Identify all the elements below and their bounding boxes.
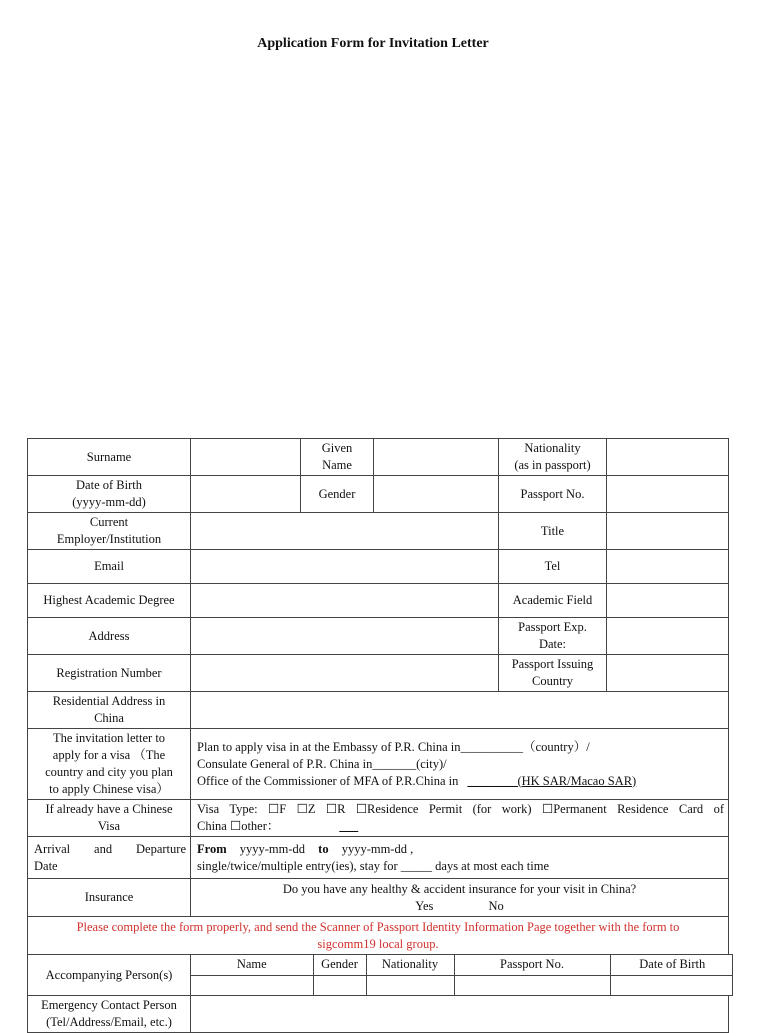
dob-label: Date of Birth (yyyy-mm-dd) <box>28 476 191 513</box>
degree-field[interactable] <box>191 584 499 618</box>
insurance-no[interactable]: No <box>488 898 504 913</box>
entry-line: single/twice/multiple entry(ies), stay for _____ days at most each time <box>197 858 549 873</box>
email-label: Email <box>28 550 191 584</box>
passport-no-field[interactable] <box>607 476 729 513</box>
insurance-label: Insurance <box>28 879 191 917</box>
title-field[interactable] <box>607 513 729 550</box>
plan-line-3-blank: ________(HK SAR/Macao SAR) <box>467 773 637 788</box>
plan-line-2: Consulate General of P.R. China in_______(city)/ <box>197 756 447 771</box>
title-label: Title <box>499 513 607 550</box>
insurance-options <box>195 898 724 915</box>
plan-line-1: Plan to apply visa in at the Embassy of P.R. China in__________（country）/ <box>197 739 590 754</box>
visa-type-cell[interactable] <box>191 800 729 837</box>
surname-label: Surname <box>28 439 191 476</box>
nationality-field[interactable] <box>607 439 729 476</box>
insurance-question: Do you have any healthy & accident insurance for your visit in China? <box>282 881 637 896</box>
emergency-label: Emergency Contact Person (Tel/Address/Email, etc.) <box>28 996 191 1033</box>
acc-header-passport: Passport No. <box>454 955 610 975</box>
acc-header-name: Name <box>191 955 313 975</box>
acc-header-nationality: Nationality <box>366 955 454 975</box>
registration-label: Registration Number <box>28 655 191 692</box>
invitation-label: The invitation letter to apply for a visa （The country and city you plan to apply Chinese visa） <box>28 729 191 800</box>
address-field[interactable] <box>191 618 499 655</box>
date-range-line: From yyyy-mm-dd to yyyy-mm-dd , <box>197 841 414 856</box>
passport-exp-label: Passport Exp. Date: <box>499 618 607 655</box>
passport-exp-field[interactable] <box>607 618 729 655</box>
given-name-label: Given Name <box>301 439 374 476</box>
visa-type-line-1: Visa Type: ☐F ☐Z ☐R ☐Residence Permit (for work) ☐Permanent Residence Card of <box>197 802 724 816</box>
acc-gender-field[interactable] <box>313 975 366 995</box>
acc-name-field[interactable] <box>191 975 313 995</box>
given-name-field[interactable] <box>374 439 499 476</box>
insurance-yes[interactable]: Yes <box>415 898 434 913</box>
field-field[interactable] <box>607 584 729 618</box>
registration-field[interactable] <box>191 655 499 692</box>
accompanying-table <box>191 955 733 995</box>
arrival-departure-cell[interactable] <box>191 837 729 879</box>
visa-type-line-2: China ☐other： ___ <box>197 819 359 833</box>
existing-visa-label: If already have a Chinese Visa <box>28 800 191 837</box>
email-field[interactable] <box>191 550 499 584</box>
employer-field[interactable] <box>191 513 499 550</box>
insurance-cell[interactable] <box>191 879 729 917</box>
gender-label: Gender <box>301 476 374 513</box>
instruction-note: Please complete the form properly, and send the Scanner of Passport Identity Information Page together with the form to sigcomm19 local group. <box>28 917 729 955</box>
issuing-country-field[interactable] <box>607 655 729 692</box>
tel-field[interactable] <box>607 550 729 584</box>
gender-field[interactable] <box>374 476 499 513</box>
tel-label: Tel <box>499 550 607 584</box>
residential-field[interactable] <box>191 692 729 729</box>
form-title: Application Form for Invitation Letter <box>257 36 489 51</box>
acc-nationality-field[interactable] <box>366 975 454 995</box>
issuing-country-label: Passport Issuing Country <box>499 655 607 692</box>
employer-label: Current Employer/Institution <box>28 513 191 550</box>
surname-field[interactable] <box>191 439 301 476</box>
address-label: Address <box>28 618 191 655</box>
plan-line-3: Office of the Commissioner of MFA of P.R.China in <box>197 773 459 788</box>
acc-passport-field[interactable] <box>454 975 610 995</box>
field-label: Academic Field <box>499 584 607 618</box>
application-form-table <box>27 438 733 1033</box>
accompanying-label: Accompanying Person(s) <box>28 955 191 996</box>
acc-dob-field[interactable] <box>610 975 733 995</box>
acc-header-dob: Date of Birth <box>610 955 733 975</box>
residential-label: Residential Address in China <box>28 692 191 729</box>
accompanying-table-cell <box>191 955 733 996</box>
arrival-departure-label: Arrival and Departure Date <box>28 837 191 879</box>
acc-header-gender: Gender <box>313 955 366 975</box>
degree-label: Highest Academic Degree <box>28 584 191 618</box>
visa-plan-cell[interactable] <box>191 729 729 800</box>
passport-no-label: Passport No. <box>499 476 607 513</box>
dob-field[interactable] <box>191 476 301 513</box>
emergency-field[interactable] <box>191 996 729 1033</box>
nationality-label: Nationality (as in passport) <box>499 439 607 476</box>
